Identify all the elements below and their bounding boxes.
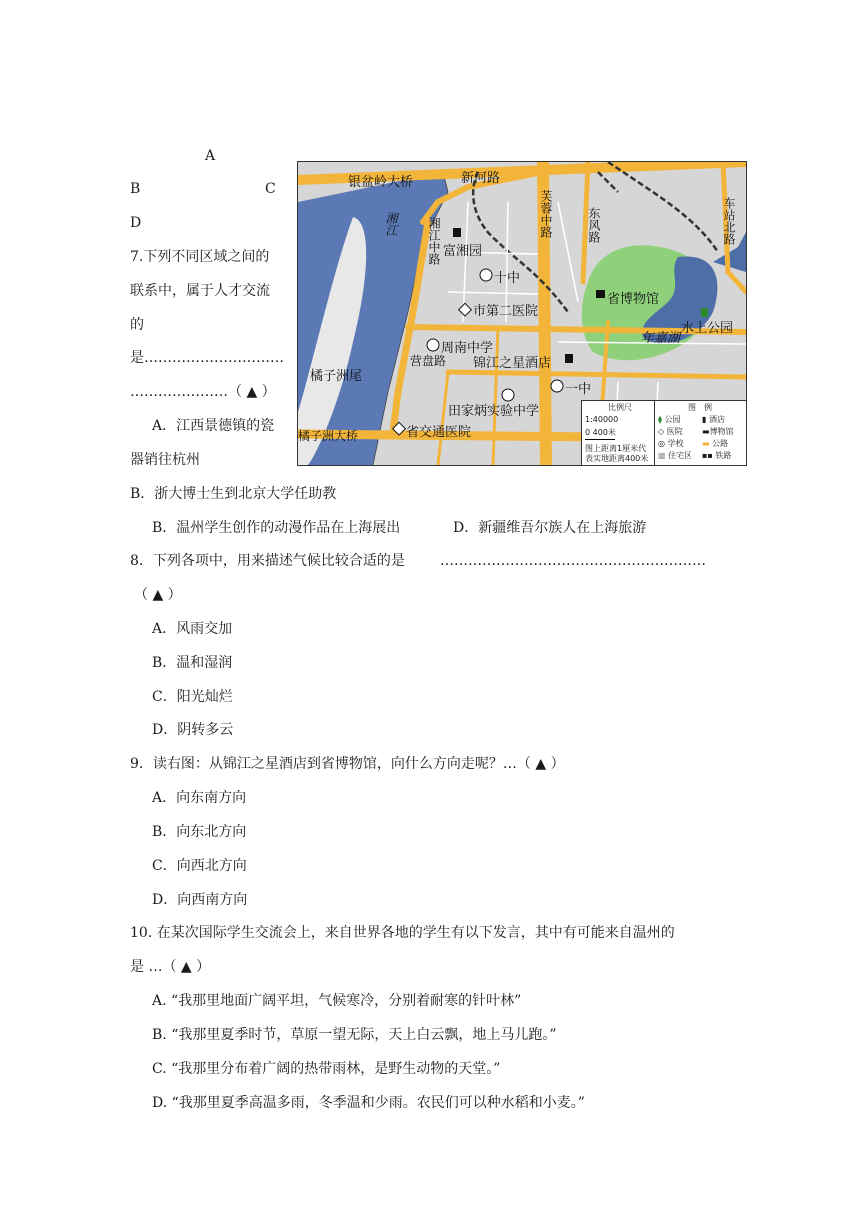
label-jiaotong-hospital: 省交通医院 — [406, 425, 472, 440]
label-furong-road: 芙蓉中路 — [539, 190, 553, 238]
legend-residential-label: 住宅区 — [668, 451, 693, 460]
railway-icon: ▪▪ — [702, 451, 713, 460]
label-dongfeng-road: 东风路 — [587, 207, 601, 243]
hospital-icon: ◇ — [658, 427, 665, 436]
legend-title: 图 例 — [688, 403, 712, 412]
q7-line2: 联系中，属于人才交流 — [130, 283, 270, 299]
label-zhounan: 周南中学 — [441, 341, 494, 356]
label-yinpenling-bridge: 银盆岭大桥 — [348, 175, 414, 190]
label-jinjiang-hotel: 锦江之星酒店 — [473, 356, 552, 371]
legend-scale-bar: 0 400米 — [585, 428, 616, 437]
legend-hospital — [658, 427, 683, 437]
label-juzizhou-island: 橘子洲尾 — [310, 369, 363, 384]
q9-option-d: D．向西南方向 — [152, 892, 248, 908]
q8-stem: 8．下列各项中，用来描述气候比较合适的是 — [130, 553, 405, 569]
legend-hotel-label: 酒店 — [708, 415, 725, 424]
q7-option-a1: A．江西景德镇的瓷 — [152, 418, 275, 434]
q10-stem-line1: 10. 在某次国际学生交流会上，来自世界各地的学生有以下发言，其中有可能来自温州的 — [130, 925, 675, 941]
q7-option-b: B．浙大博士生到北京大学任助教 — [130, 486, 337, 502]
label-hospital2: 市第二医院 — [473, 304, 539, 319]
label-chezhan-road: 车站北路 — [722, 197, 736, 245]
q7-line3: 的 — [130, 317, 144, 333]
label-yingpan-road: 营盘路 — [410, 354, 447, 368]
park-marker — [701, 308, 708, 317]
residential-icon: ▩ — [658, 451, 666, 460]
q9-option-b: B．向东北方向 — [152, 824, 247, 840]
q10-option-b: B. “我那里夏季时节，草原一望无际，天上白云飘，地上马儿跑。” — [152, 1027, 557, 1043]
hotel-icon: ▮ — [702, 415, 707, 424]
road-icon: ▬ — [702, 439, 710, 448]
label-juzizhou-bridge: 橘子洲大桥 — [298, 429, 359, 443]
school-yizhong-marker — [551, 380, 563, 392]
park-icon: ⧫ — [658, 415, 662, 424]
map-legend — [581, 400, 746, 465]
q8-option-b: B．温和湿润 — [152, 655, 233, 671]
prev-option-c: C — [265, 181, 276, 197]
q10-option-c: C. “我那里分布着广阔的热带雨林，是野生动物的天堂。” — [152, 1061, 501, 1077]
q10-stem-line2: 是 …（ ▲ ） — [130, 959, 211, 975]
label-xinhe-road: 新河路 — [461, 171, 501, 186]
label-water-park: 水上公园 — [681, 321, 734, 336]
legend-railway — [702, 451, 731, 461]
hotel-fuxiangyuan-marker — [453, 228, 461, 237]
school-shizhong-marker — [480, 269, 492, 281]
legend-museum-label: 博物馆 — [709, 427, 734, 436]
legend-railway-label: 铁路 — [715, 451, 732, 460]
legend-scale-ratio: 1:40000 — [585, 415, 619, 424]
legend-scale-note1: 图上距离1厘米代 — [585, 444, 647, 453]
school-icon: ◎ — [658, 439, 665, 448]
legend-park-label: 公园 — [664, 415, 681, 424]
q8-option-a: A．风雨交加 — [152, 621, 233, 637]
hotel-jinjiang-marker — [565, 354, 573, 363]
label-museum: 省博物馆 — [607, 292, 660, 307]
museum-icon: ▬ — [702, 427, 710, 436]
q8-option-d: D．阴转多云 — [152, 722, 234, 738]
q8-option-c: C．阳光灿烂 — [152, 689, 233, 705]
q8-dots: ………………………………………………… — [440, 553, 706, 569]
q7-option-a2: 器销往杭州 — [130, 452, 200, 468]
legend-road-label: 公路 — [712, 439, 729, 448]
legend-hospital-label: 医院 — [666, 427, 683, 436]
school-zhounan-marker — [427, 339, 439, 351]
prev-option-a: A — [205, 148, 216, 164]
legend-residential — [658, 451, 692, 461]
label-xiangjiang-road: 湘江中路 — [427, 217, 441, 265]
scale-bar-line — [585, 439, 615, 440]
q9-option-c: C．向西北方向 — [152, 858, 247, 874]
prev-option-d: D — [130, 215, 142, 231]
museum-marker — [596, 290, 605, 298]
label-xiangjiang-river: 湘江 — [384, 212, 398, 236]
legend-hotel — [702, 415, 725, 425]
legend-park — [658, 415, 681, 425]
legend-museum — [702, 427, 734, 437]
q7-line4: 是………………………… — [130, 350, 284, 366]
prev-option-b: B — [130, 181, 141, 197]
legend-road — [702, 439, 728, 449]
label-tianjiabing: 田家炳实验中学 — [448, 404, 540, 419]
label-yizhong: 一中 — [565, 382, 592, 397]
q9-option-a: A．向东南方向 — [152, 790, 247, 806]
q10-option-a: A. “我那里地面广阔平坦，气候寒冷，分别着耐寒的针叶林” — [152, 993, 522, 1009]
legend-divider — [654, 401, 655, 465]
q7-line5: …………………（ ▲ ） — [130, 384, 276, 400]
q7-option-d: D．新疆维吾尔族人在上海旅游 — [453, 520, 647, 536]
city-map — [297, 161, 747, 466]
legend-scale-note2: 表实地距离400米 — [585, 454, 649, 463]
label-shizhong: 十中 — [494, 271, 521, 286]
q8-mark: （ ▲ ） — [134, 587, 182, 603]
q10-option-d: D. “我那里夏季高温多雨，冬季温和少雨。农民们可以种水稻和小麦。” — [152, 1095, 585, 1111]
legend-scale-title: 比例尺 — [608, 403, 632, 412]
label-nianjia-lake: 年嘉湖 — [641, 331, 681, 346]
q7-line1: 7.下列不同区域之间的 — [130, 249, 270, 265]
legend-school-label: 学校 — [667, 439, 684, 448]
label-fuxiangyuan: 富湘园 — [443, 244, 483, 259]
q7-option-b2: B．温州学生创作的动漫作品在上海展出 — [152, 520, 401, 536]
q9-stem: 9．读右图：从锦江之星酒店到省博物馆，向什么方向走呢？…（ ▲ ） — [130, 756, 565, 772]
legend-school — [658, 439, 684, 449]
